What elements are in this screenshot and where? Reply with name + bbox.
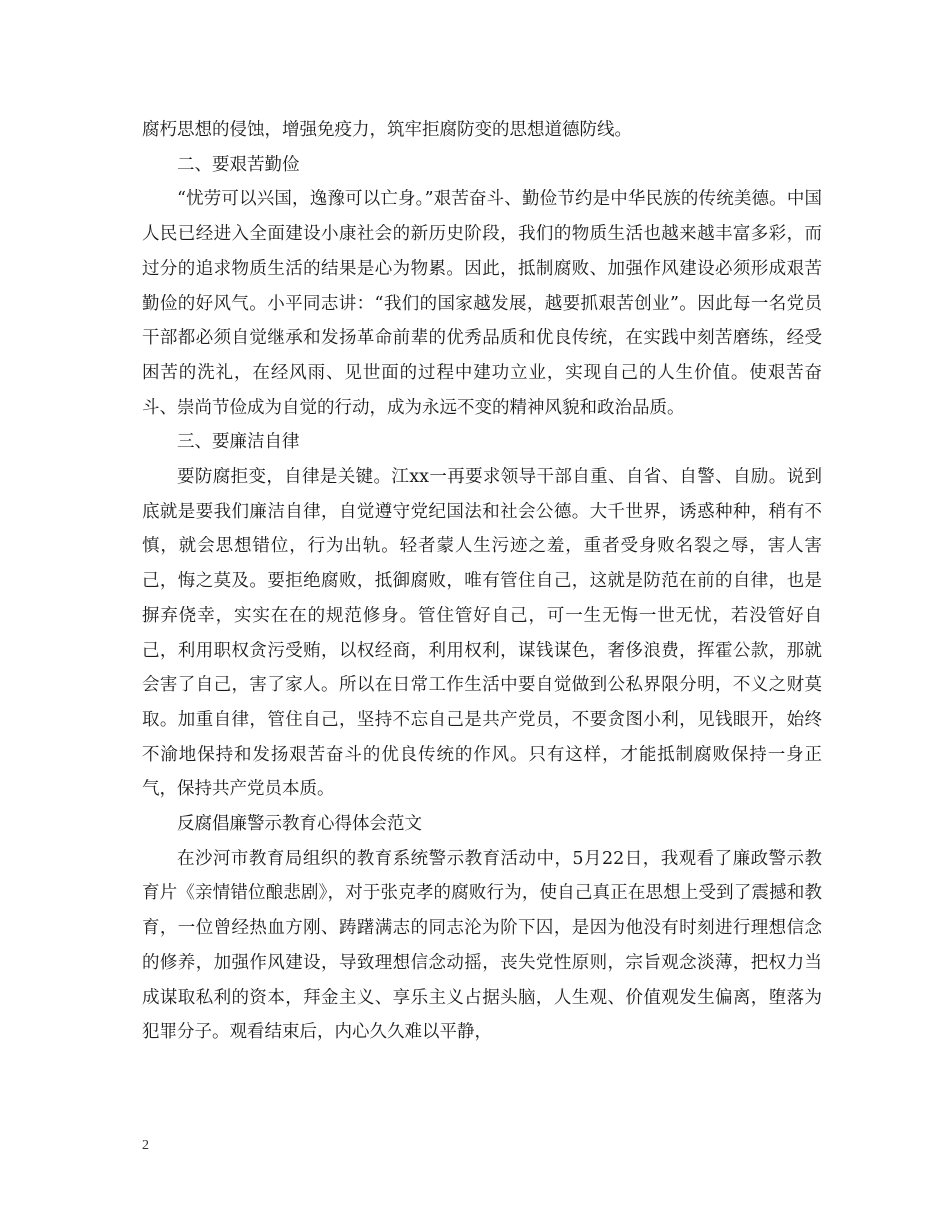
section-heading-integrity-self-discipline: 三、要廉洁自律 xyxy=(177,432,300,453)
paragraph-integrity-self-discipline: 要防腐拒变，自律是关键。江xx一再要求领导干部自重、自省、自警、自励。说到底就是要我们廉洁自律，自觉遵守党纪国法和社会公德。大千世界，诱惑种种，稍有不慎，就会思想错位，行为出轨。轻者蒙人生污迹之羞，重者受身败名裂之辱，害人害己，悔之莫及。要拒绝腐败，抵御腐败，唯有管住自己，这就是防范在前的自律，也是摒弃侥幸，实实在在的规范修身。管住管好自己，可一生无悔一世无忧，若没管好自己，利用职权贪污受贿，以权经商，利用权利，谋钱谋色，奢侈浪费，挥霍公款，那就会害了自己，害了家人。所以在日常工作生活中要自觉做到公私界限分明，不义之财莫取。加重自律，管住自己，坚持不忘自己是共产党员，不要贪图小利，见钱眼开，始终不渝地保持和发扬艰苦奋斗的优良传统的作风。只有这样，才能抵制腐败保持一身正气，保持共产党员本质。 xyxy=(142,467,822,800)
paragraph-intro-continued: 腐朽思想的侵蚀，增强免疫力，筑牢拒腐防变的思想道德防线。 xyxy=(142,120,632,140)
paragraph-hard-work-frugality: “忧劳可以兴国，逸豫可以亡身。”艰苦奋斗、勤俭节约是中华民族的传统美德。中国人民已经进入全面建设小康社会的新历史阶段，我们的物质生活也越来越丰富多彩，而过分的追求物质生活的结果是心为物累。因此，抵制腐败、加强作风建设必须形成艰苦勤俭的好风气。小平同志讲：“我们的国家越发展，越要抓艰苦创业”。因此每一名党员干部都必须自觉继承和发扬革命前辈的优秀品质和优良传统，在实践中刻苦磨练，经受困苦的洗礼，在经风雨、见世面的过程中建功立业，实现自己的人生价值。使艰苦奋斗、崇尚节俭成为自觉的行动，成为永远不变的精神风貌和政治品质。 xyxy=(142,189,822,418)
section-heading-hard-work-frugality: 二、要艰苦勤俭 xyxy=(177,154,300,175)
paragraph-warning-education: 在沙河市教育局组织的教育系统警示教育活动中，5月22日，我观看了廉政警示教育片《亲情错位酿悲剧》，对于张克孝的腐败行为，使自己真正在思想上受到了震撼和教育，一位曾经热血方刚、踌躇满志的同志沦为阶下囚，是因为他没有时刻进行理想信念的修养，加强作风建设，导致理想信念动摇，丧失党性原则，宗旨观念淡薄，把权力当成谋取私利的资本，拜金主义、享乐主义占据头脑，人生观、价值观发生偏离，堕落为犯罪分子。观看结束后，内心久久难以平静， xyxy=(142,848,822,1043)
document-body xyxy=(142,113,822,1050)
page-number: 2 xyxy=(142,1138,149,1153)
article-title: 反腐倡廉警示教育心得体会范文 xyxy=(177,814,422,835)
